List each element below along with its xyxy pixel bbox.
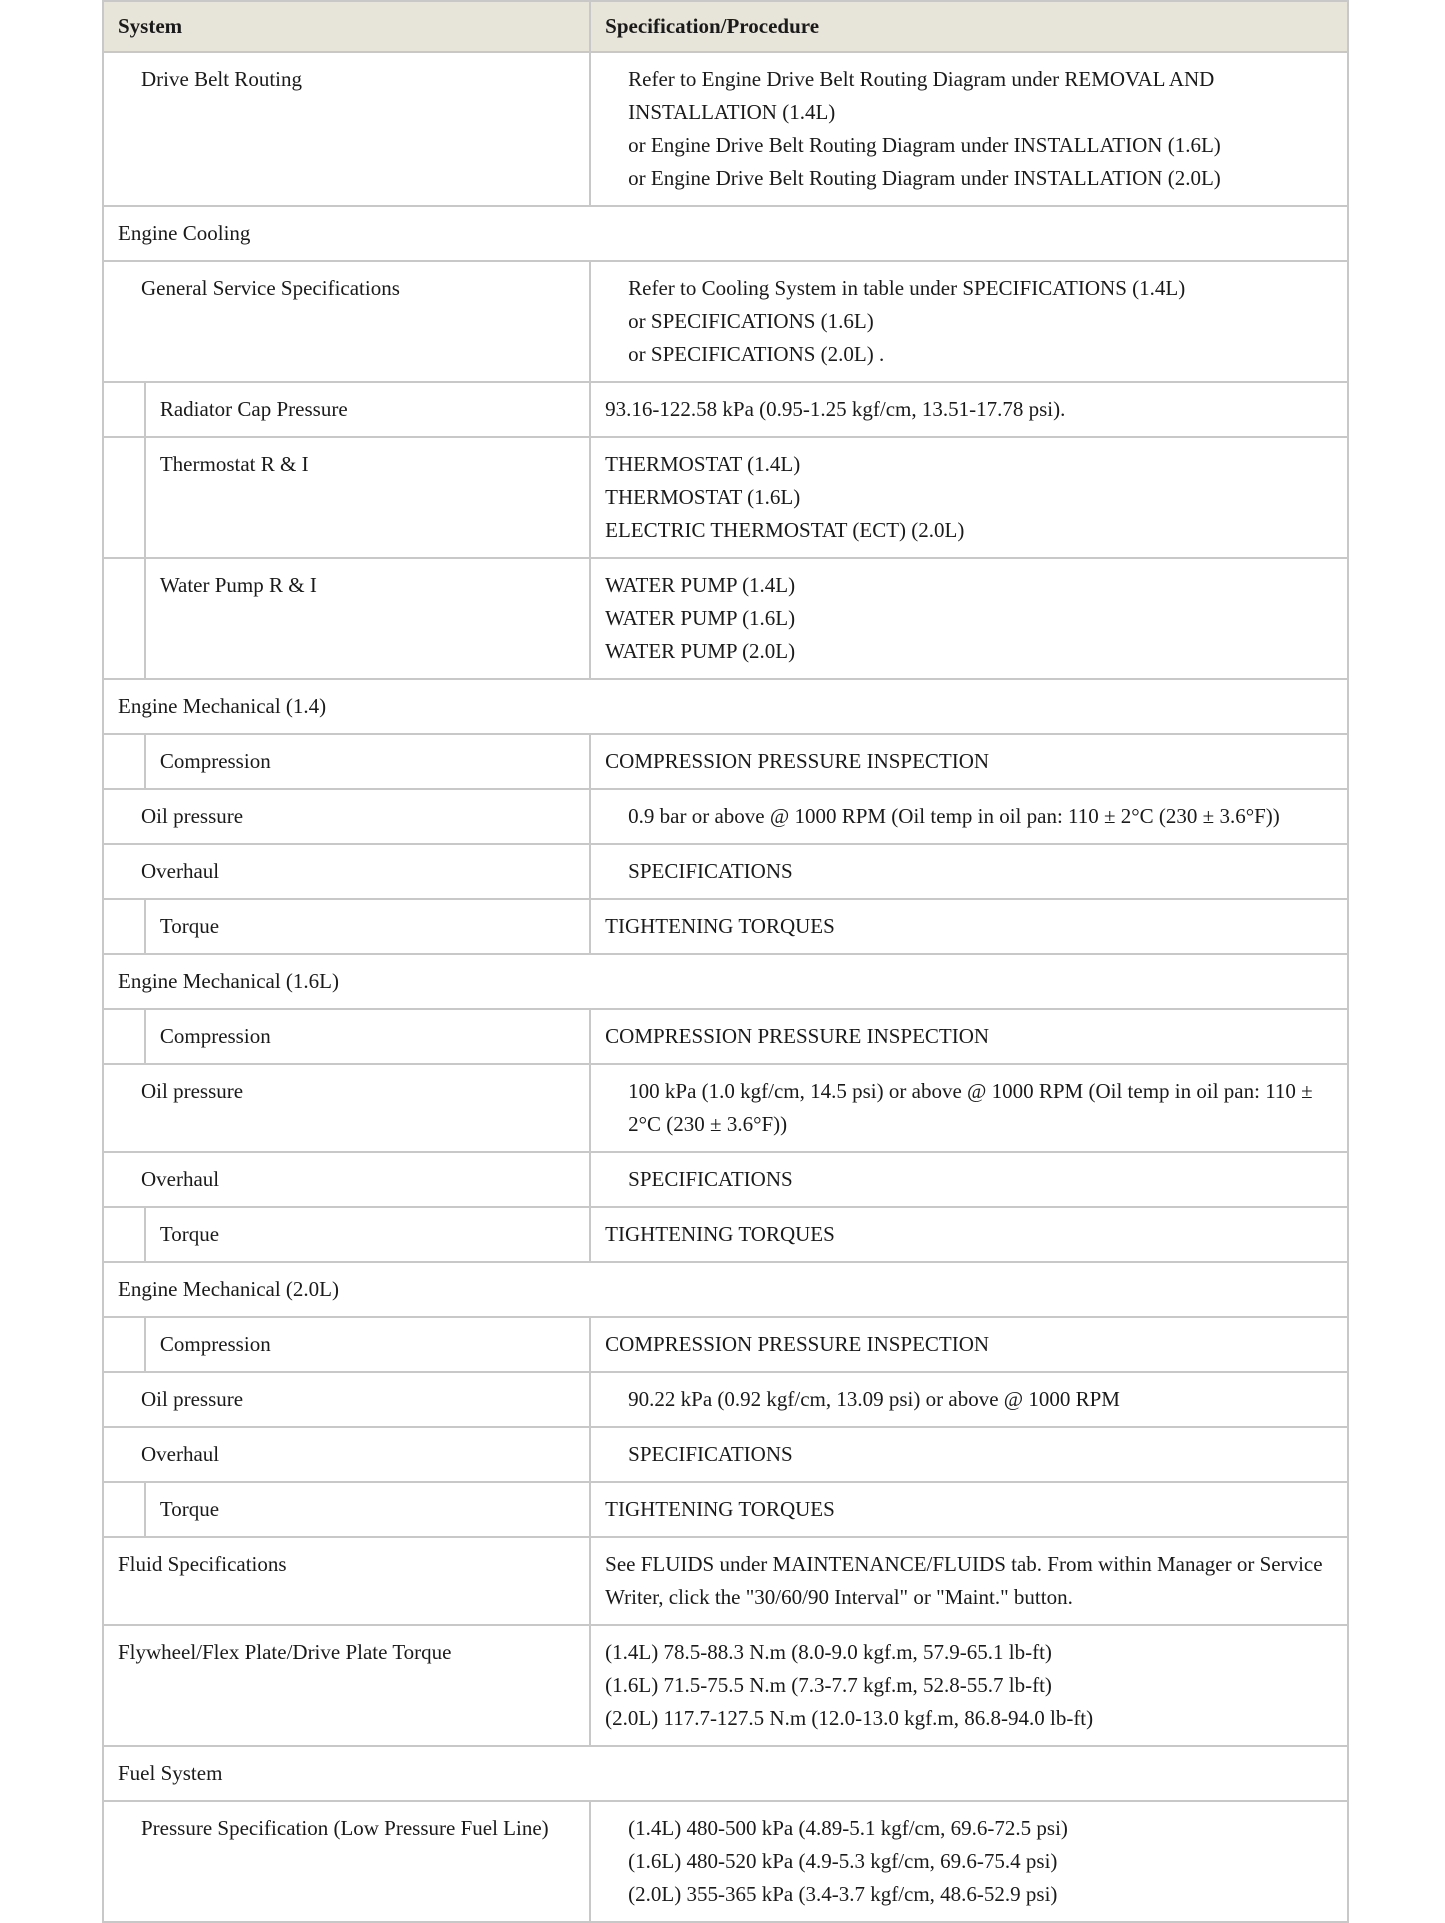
spec-line: THERMOSTAT (1.6L) bbox=[605, 485, 801, 509]
spec-cell: SPECIFICATIONS bbox=[590, 1152, 1348, 1207]
table-row bbox=[103, 1152, 1348, 1207]
system-cell: Torque bbox=[145, 899, 590, 954]
table-row bbox=[103, 1317, 1348, 1372]
table-row bbox=[103, 899, 1348, 954]
spec-line: WATER PUMP (1.4L) bbox=[605, 573, 796, 597]
spec-cell bbox=[590, 1801, 1348, 1922]
table-row bbox=[103, 734, 1348, 789]
table-row bbox=[103, 1537, 1348, 1625]
table-row bbox=[103, 437, 1348, 558]
spec-cell: TIGHTENING TORQUES bbox=[590, 1482, 1348, 1537]
system-cell: Overhaul bbox=[103, 844, 590, 899]
spec-cell bbox=[590, 261, 1348, 382]
section-heading: Engine Cooling bbox=[103, 206, 1348, 261]
indent-cell bbox=[103, 1207, 145, 1262]
spec-cell: COMPRESSION PRESSURE INSPECTION bbox=[590, 1317, 1348, 1372]
table-row bbox=[103, 382, 1348, 437]
spec-line: (1.4L) 78.5-88.3 N.m (8.0-9.0 kgf.m, 57.9-65.1 lb-ft) bbox=[605, 1640, 1052, 1664]
spec-line: THERMOSTAT (1.4L) bbox=[605, 452, 801, 476]
indent-cell bbox=[103, 1317, 145, 1372]
section-row bbox=[103, 1746, 1348, 1801]
system-cell: Compression bbox=[145, 734, 590, 789]
table-row bbox=[103, 261, 1348, 382]
table-row bbox=[103, 1427, 1348, 1482]
indent-cell bbox=[103, 382, 145, 437]
system-cell: Fluid Specifications bbox=[103, 1537, 590, 1625]
section-heading: Engine Mechanical (2.0L) bbox=[103, 1262, 1348, 1317]
table-row bbox=[103, 1625, 1348, 1746]
system-cell: Thermostat R & I bbox=[145, 437, 590, 558]
spec-line: WATER PUMP (1.6L) bbox=[605, 606, 796, 630]
spec-cell: TIGHTENING TORQUES bbox=[590, 1207, 1348, 1262]
system-cell: Oil pressure bbox=[103, 1372, 590, 1427]
spec-line: (2.0L) 117.7-127.5 N.m (12.0-13.0 kgf.m, 86.8-94.0 lb-ft) bbox=[605, 1706, 1094, 1730]
system-cell: Water Pump R & I bbox=[145, 558, 590, 679]
table-row bbox=[103, 1482, 1348, 1537]
spec-cell bbox=[590, 382, 1348, 437]
section-heading: Engine Mechanical (1.6L) bbox=[103, 954, 1348, 1009]
table-row bbox=[103, 1207, 1348, 1262]
spec-cell: 0.9 bar or above @ 1000 RPM (Oil temp in oil pan: 110 ± 2°C (230 ± 3.6°F)) bbox=[590, 789, 1348, 844]
spec-cell bbox=[590, 52, 1348, 206]
system-cell: Compression bbox=[145, 1317, 590, 1372]
spec-line: (1.6L) 71.5-75.5 N.m (7.3-7.7 kgf.m, 52.8-55.7 lb-ft) bbox=[605, 1673, 1052, 1697]
system-cell: Flywheel/Flex Plate/Drive Plate Torque bbox=[103, 1625, 590, 1746]
table-row bbox=[103, 1064, 1348, 1152]
table-row bbox=[103, 558, 1348, 679]
spec-line: WATER PUMP (2.0L) bbox=[605, 639, 796, 663]
indent-cell bbox=[103, 437, 145, 558]
section-heading: Engine Mechanical (1.4) bbox=[103, 679, 1348, 734]
spec-cell bbox=[590, 558, 1348, 679]
spec-line: (1.6L) 480-520 kPa (4.9-5.3 kgf/cm, 69.6-75.4 psi) bbox=[628, 1849, 1058, 1873]
table-row bbox=[103, 1372, 1348, 1427]
header-spec: Specification/Procedure bbox=[590, 1, 1348, 52]
table-row bbox=[103, 1801, 1348, 1922]
spec-line: 93.16-122.58 kPa (0.95-1.25 kgf/cm, 13.51-17.78 psi). bbox=[605, 397, 1066, 421]
spec-line: or SPECIFICATIONS (2.0L) . bbox=[628, 342, 885, 366]
section-row bbox=[103, 1262, 1348, 1317]
section-row bbox=[103, 954, 1348, 1009]
indent-cell bbox=[103, 558, 145, 679]
spec-cell: SPECIFICATIONS bbox=[590, 1427, 1348, 1482]
table-row bbox=[103, 789, 1348, 844]
spec-cell: 100 kPa (1.0 kgf/cm, 14.5 psi) or above @ 1000 RPM (Oil temp in oil pan: 110 ± 2°C (230 ± 3.6°F)) bbox=[590, 1064, 1348, 1152]
indent-cell bbox=[103, 734, 145, 789]
spec-line: or Engine Drive Belt Routing Diagram under INSTALLATION (1.6L) bbox=[628, 133, 1221, 157]
system-cell: Compression bbox=[145, 1009, 590, 1064]
table-row bbox=[103, 52, 1348, 206]
section-row bbox=[103, 206, 1348, 261]
section-heading: Fuel System bbox=[103, 1746, 1348, 1801]
table-header-row bbox=[103, 1, 1348, 52]
spec-line: or Engine Drive Belt Routing Diagram under INSTALLATION (2.0L) bbox=[628, 166, 1221, 190]
indent-cell bbox=[103, 1482, 145, 1537]
spec-cell: See FLUIDS under MAINTENANCE/FLUIDS tab. From within Manager or Service Writer, click the "30/60/90 Interval" or "Maint." button. bbox=[590, 1537, 1348, 1625]
system-cell: Torque bbox=[145, 1207, 590, 1262]
system-cell: Oil pressure bbox=[103, 789, 590, 844]
system-cell: Torque bbox=[145, 1482, 590, 1537]
table-row bbox=[103, 844, 1348, 899]
spec-cell: 90.22 kPa (0.92 kgf/cm, 13.09 psi) or above @ 1000 RPM bbox=[590, 1372, 1348, 1427]
specifications-table bbox=[102, 0, 1349, 1923]
system-cell: Overhaul bbox=[103, 1427, 590, 1482]
header-system: System bbox=[103, 1, 590, 52]
spec-line: ELECTRIC THERMOSTAT (ECT) (2.0L) bbox=[605, 518, 965, 542]
spec-cell bbox=[590, 1625, 1348, 1746]
spec-cell: COMPRESSION PRESSURE INSPECTION bbox=[590, 734, 1348, 789]
spec-cell: TIGHTENING TORQUES bbox=[590, 899, 1348, 954]
spec-line: (1.4L) 480-500 kPa (4.89-5.1 kgf/cm, 69.6-72.5 psi) bbox=[628, 1816, 1068, 1840]
indent-cell bbox=[103, 1009, 145, 1064]
spec-line: Refer to Engine Drive Belt Routing Diagram under REMOVAL AND INSTALLATION (1.4L) bbox=[628, 67, 1215, 124]
system-cell: Pressure Specification (Low Pressure Fuel Line) bbox=[103, 1801, 590, 1922]
spec-cell: SPECIFICATIONS bbox=[590, 844, 1348, 899]
system-cell: Overhaul bbox=[103, 1152, 590, 1207]
spec-cell: COMPRESSION PRESSURE INSPECTION bbox=[590, 1009, 1348, 1064]
indent-cell bbox=[103, 899, 145, 954]
system-cell: Oil pressure bbox=[103, 1064, 590, 1152]
system-cell: General Service Specifications bbox=[103, 261, 590, 382]
section-row bbox=[103, 679, 1348, 734]
table-row bbox=[103, 1009, 1348, 1064]
system-cell: Drive Belt Routing bbox=[103, 52, 590, 206]
spec-line: or SPECIFICATIONS (1.6L) bbox=[628, 309, 874, 333]
spec-cell bbox=[590, 437, 1348, 558]
spec-line: (2.0L) 355-365 kPa (3.4-3.7 kgf/cm, 48.6-52.9 psi) bbox=[628, 1882, 1058, 1906]
system-cell: Radiator Cap Pressure bbox=[145, 382, 590, 437]
spec-line: Refer to Cooling System in table under SPECIFICATIONS (1.4L) bbox=[628, 276, 1186, 300]
